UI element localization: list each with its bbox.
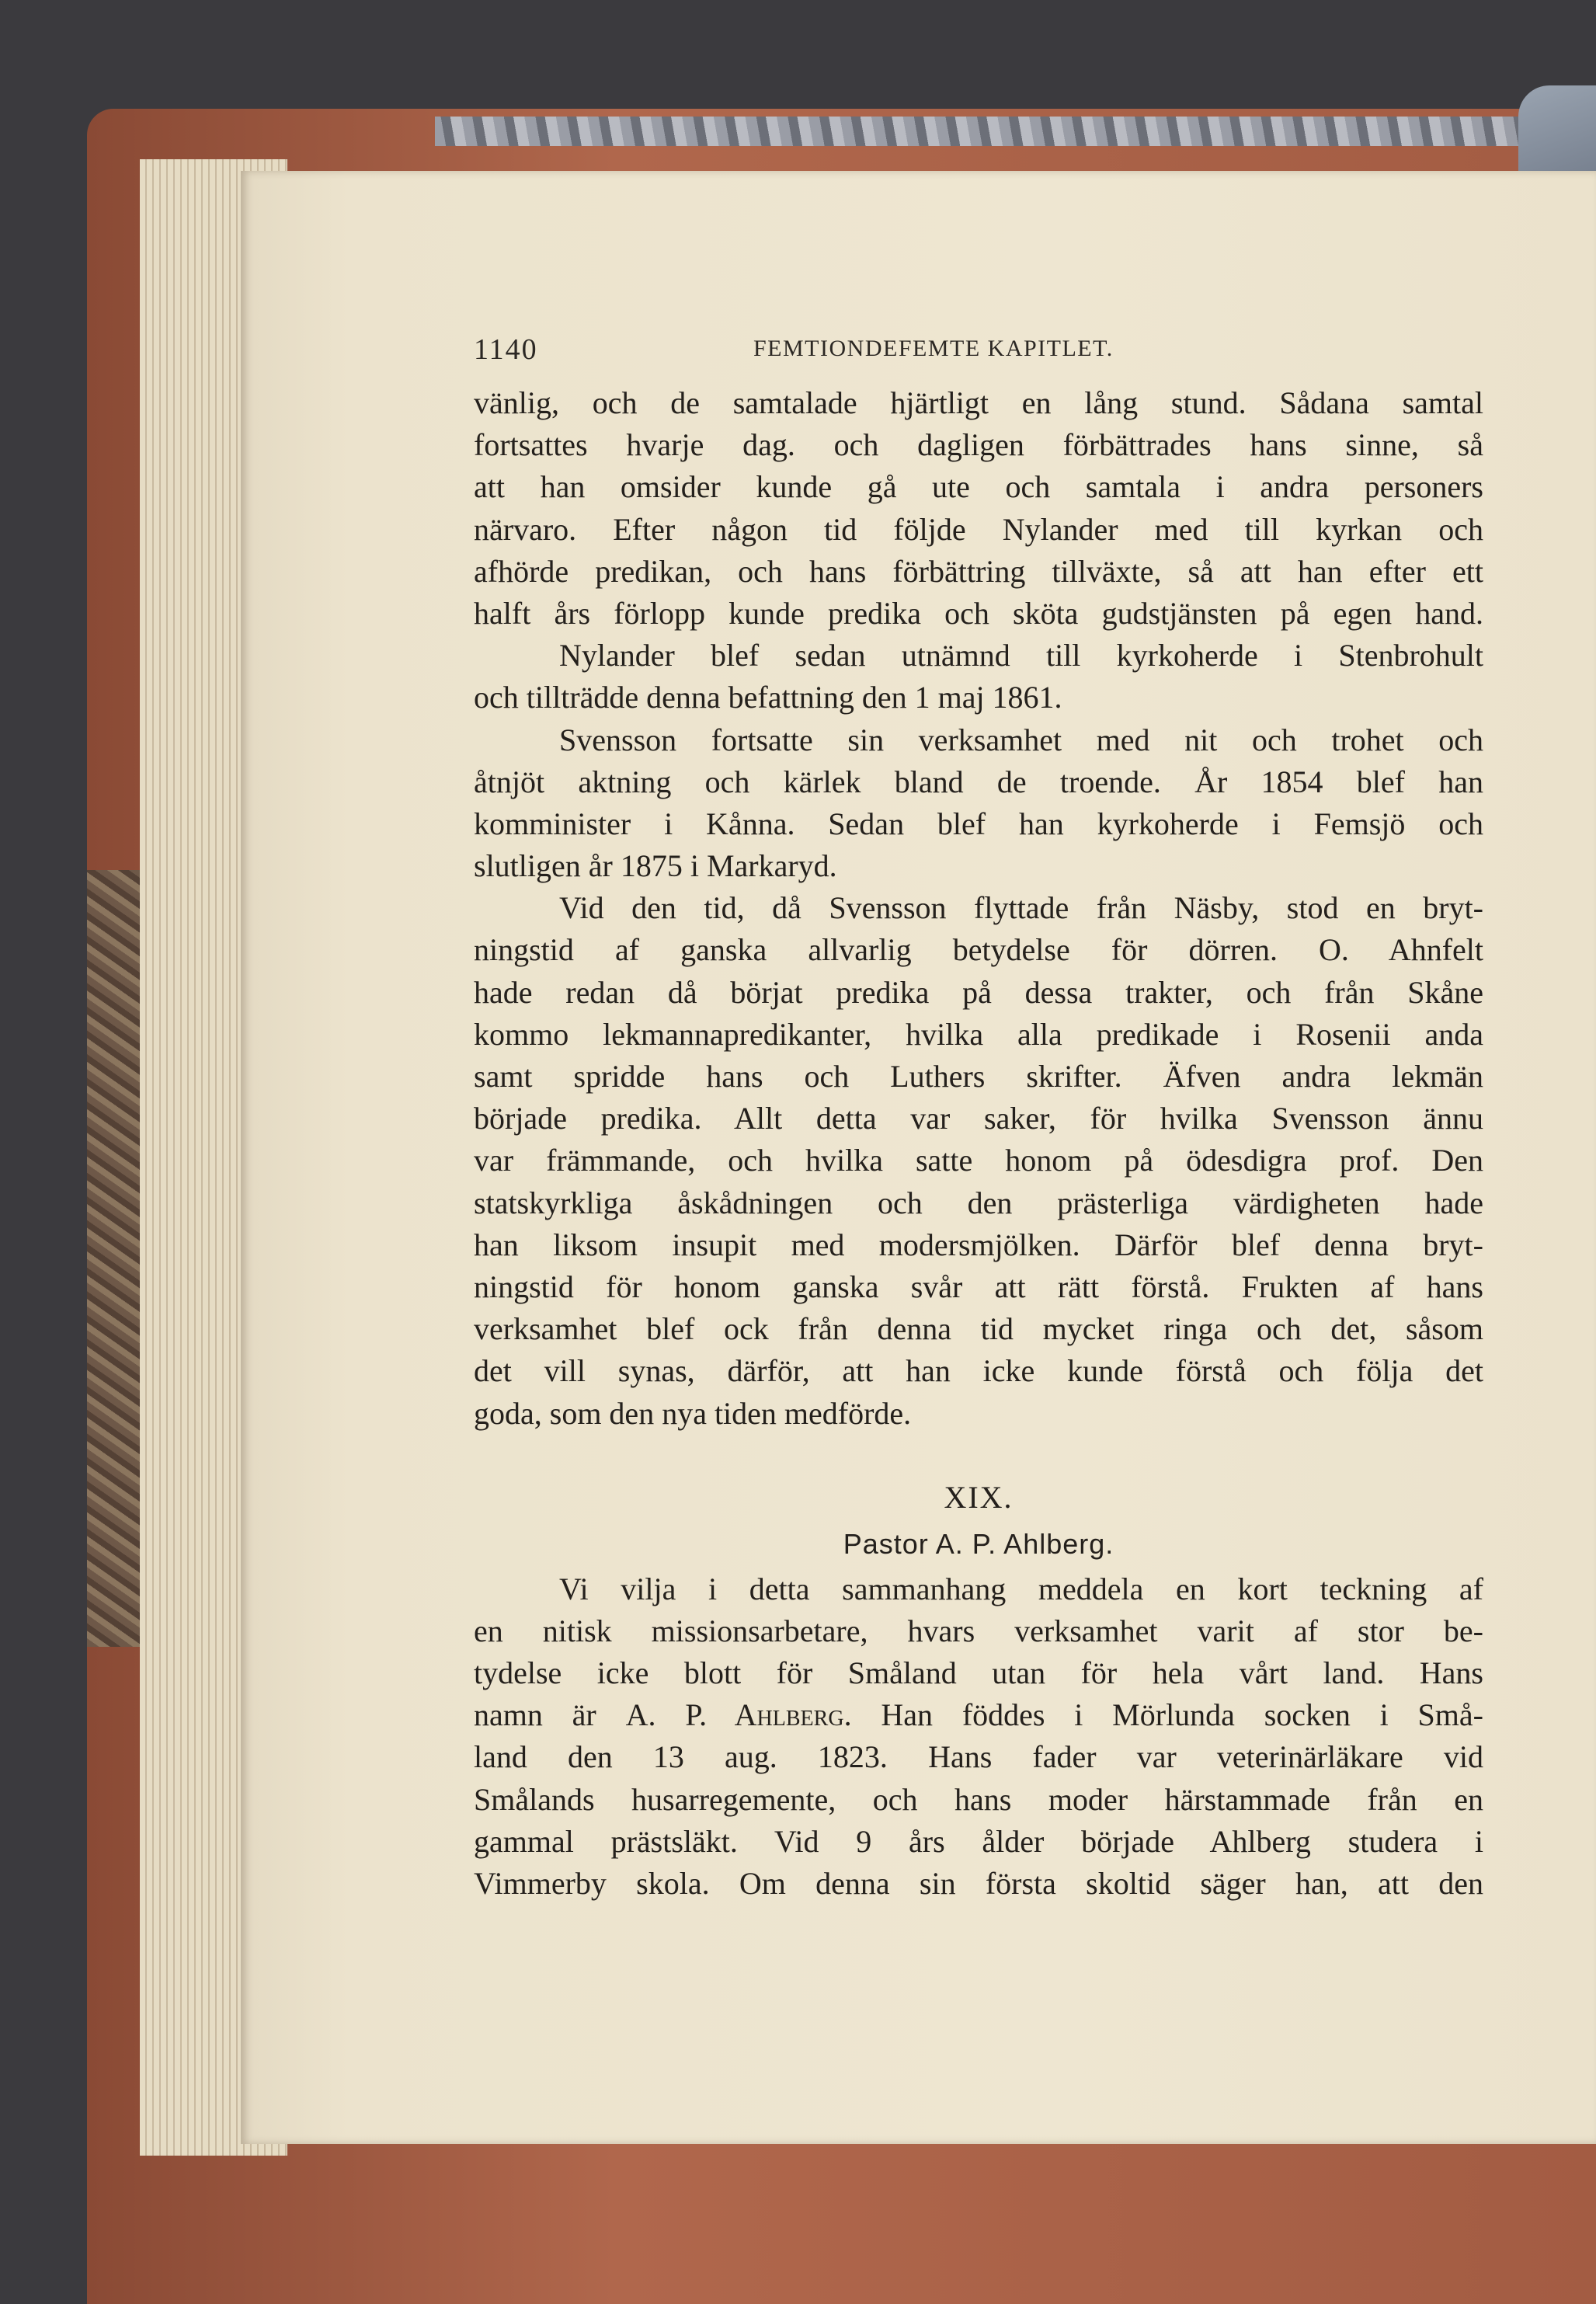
- text-line: gammal prästsläkt. Vid 9 års ålder började Ahlberg studera i: [474, 1823, 1483, 1859]
- text-line: Svensson fortsatte sin verksamhet med nit och trohet och: [559, 722, 1483, 757]
- text-fragment: . Han föddes i Mörlunda socken i Små-: [843, 1697, 1483, 1733]
- text-line: att han omsider kunde gå ute och samtala i andra personers: [474, 469, 1483, 505]
- text-line: verksamhet blef ock från denna tid mycket ringa och det, såsom: [474, 1311, 1483, 1347]
- text-line: ningstid för honom ganska svår att rätt förstå. Frukten af hans: [474, 1269, 1483, 1304]
- text-line: Vi vilja i detta sammanhang meddela en kort teckning af: [559, 1571, 1483, 1606]
- text-line: afhörde predikan, och hans förbättring tillväxte, så att han efter ett: [474, 553, 1483, 589]
- text-fragment: namn är: [474, 1697, 626, 1733]
- text-line: ningstid af ganska allvarlig betydelse för dörren. O. Ahnfelt: [474, 932, 1483, 968]
- text-line: statskyrkliga åskådningen och den prästerliga värdigheten hade: [474, 1185, 1483, 1220]
- text-line: tydelse icke blott för Småland utan för hela vårt land. Hans: [474, 1655, 1483, 1691]
- text-line: hade redan då börjat predika på dessa trakter, och från Skåne: [474, 974, 1483, 1010]
- text-line: goda, som den nya tiden medförde.: [474, 1395, 912, 1431]
- text-line: Vimmerby skola. Om denna sin första skoltid säger han, att den: [474, 1866, 1483, 1901]
- text-line: land den 13 aug. 1823. Hans fader var veterinärläkare vid: [474, 1739, 1483, 1775]
- text-line: slutligen år 1875 i Markaryd.: [474, 848, 837, 884]
- running-head: FEMTIONDEFEMTE KAPITLET.: [753, 336, 1114, 361]
- text-line-name: [474, 1694, 1483, 1736]
- text-line: och tillträdde denna befattning den 1 maj 1861.: [474, 680, 1062, 715]
- paragraph-block-top: [474, 382, 1483, 1435]
- text-line: åtnjöt aktning och kärlek bland de troende. År 1854 blef han: [474, 764, 1483, 799]
- section-number: XIX.: [944, 1479, 1014, 1515]
- text-line: var främmande, och hvilka satte honom på ödesdigra prof. Den: [474, 1143, 1483, 1178]
- page-number: 1140: [474, 333, 538, 366]
- text-line: kommo lekmannapredikanter, hvilka alla predikade i Rosenii anda: [474, 1016, 1483, 1052]
- text-line: komminister i Kånna. Sedan blef han kyrkoherde i Femsjö och: [474, 806, 1483, 841]
- section-title: Pastor A. P. Ahlberg.: [843, 1527, 1114, 1560]
- text-line: en nitisk missionsarbetare, hvars verksamhet varit af stor be-: [474, 1613, 1483, 1648]
- marbled-top-edge: [435, 117, 1538, 146]
- text-line: vänlig, och de samtalade hjärtligt en lång stund. Sådana samtal: [474, 385, 1483, 420]
- text-line: samt spridde hans och Luthers skrifter. Äfven andra lekmän: [474, 1059, 1483, 1094]
- body-text: [474, 382, 1483, 1905]
- text-line: fortsattes hvarje dag. och dagligen förbättrades hans sinne, så: [474, 427, 1483, 463]
- paragraph-block-bottom: [474, 1568, 1483, 1905]
- person-name: A. P. Ahlberg: [625, 1697, 844, 1733]
- text-line: han liksom insupit med modersmjölken. Därför blef denna bryt-: [474, 1227, 1483, 1262]
- text-line: det vill synas, därför, att han icke kunde förstå och följa det: [474, 1353, 1483, 1389]
- page-header: [474, 332, 1483, 371]
- text-line: Smålands husarregemente, och hans moder härstammade från en: [474, 1781, 1483, 1817]
- text-line: närvaro. Efter någon tid följde Nylander med till kyrkan och: [474, 511, 1483, 547]
- text-line: halft års förlopp kunde predika och sköta gudstjänsten på egen hand.: [474, 595, 1483, 631]
- text-line: började predika. Allt detta var saker, för hvilka Svensson ännu: [474, 1101, 1483, 1136]
- text-line: Nylander blef sedan utnämnd till kyrkoherde i Stenbrohult: [559, 638, 1483, 673]
- text-line: Vid den tid, då Svensson flyttade från Näsby, stod en bryt-: [559, 890, 1483, 926]
